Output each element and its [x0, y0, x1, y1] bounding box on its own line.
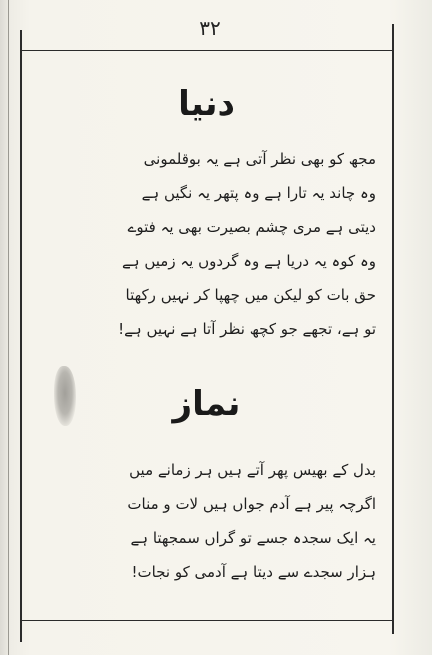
frame-rule-bottom: [20, 620, 393, 621]
binding-edge: [8, 0, 9, 655]
poem-body: [40, 142, 376, 346]
verse-line: حق بات کو لیکن میں چھپا کر نہیں رکھتا: [125, 286, 376, 304]
poem-title: دنیا: [178, 84, 235, 124]
poem-title: نماز: [172, 384, 241, 424]
page-number: ۳۲: [199, 16, 221, 40]
verse-line: ہزار سجدے سے دیتا ہے آدمی کو نجات!: [131, 563, 376, 581]
verse-line: دیتی ہے مری چشم بصیرت بھی یہ فتوے: [127, 218, 376, 236]
verse-line: مجھ کو بھی نظر آتی ہے یہ بوقلمونی: [143, 150, 376, 168]
verse-line: بدل کے بھیس پھر آتے ہیں ہر زمانے میں: [129, 461, 376, 479]
verse-line: تو ہے، تجھے جو کچھ نظر آتا ہے نہیں ہے!: [118, 320, 376, 338]
verse-line: وہ چاند یہ تارا ہے وہ پتھر یہ نگیں ہے: [141, 184, 376, 202]
verse-line: یہ ایک سجدہ جسے تو گراں سمجھتا ہے: [130, 529, 376, 547]
frame-rule-top: [20, 50, 393, 51]
verse-line: اگرچہ پیر ہے آدم جواں ہیں لات و منات: [127, 495, 376, 513]
verse-line: وہ کوہ یہ دریا ہے وہ گردوں یہ زمیں ہے: [122, 252, 376, 270]
poem-body: [40, 453, 376, 589]
